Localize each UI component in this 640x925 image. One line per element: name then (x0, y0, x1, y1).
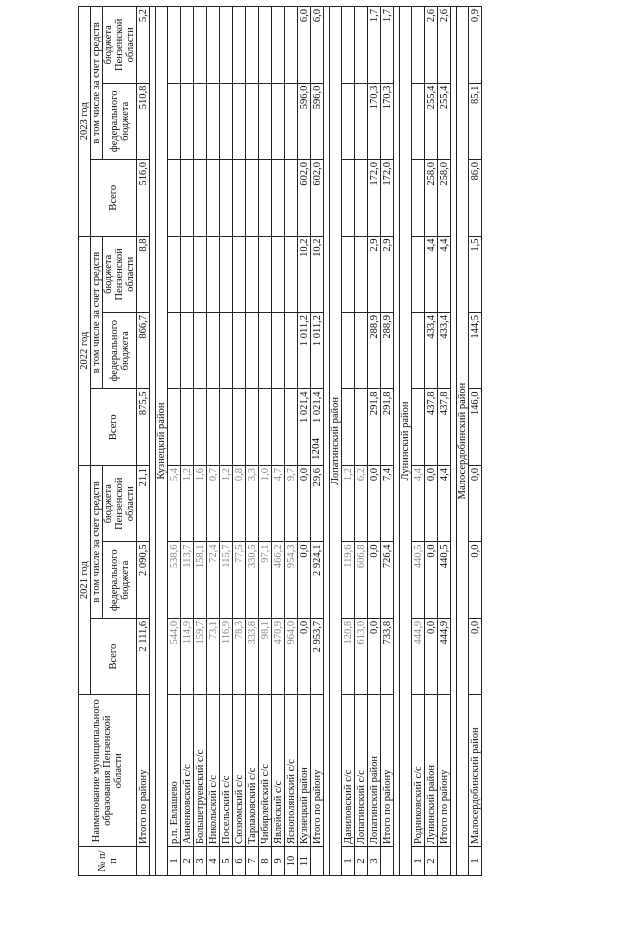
table-row (207, 7, 220, 876)
cell-i (412, 7, 425, 84)
cell-a: 333,8 (246, 618, 259, 694)
cell-c: 5,4 (168, 465, 181, 542)
row-name: Малосердобинский район (469, 695, 482, 847)
total-2022-header: Всего (91, 389, 137, 465)
year-2022-header: 2022 год (79, 236, 91, 465)
cell-g (259, 160, 272, 236)
cell-g: 516,0 (137, 160, 150, 236)
cell-d: 437,8 (425, 389, 438, 465)
cell-c: 4,4 (438, 465, 451, 542)
incl-2023-header: в том числе за счет средств (91, 7, 103, 160)
cell-i (355, 7, 368, 84)
cell-g: 258,0 (438, 160, 451, 236)
cell-g: 602,0 (298, 160, 311, 236)
cell-i (272, 7, 285, 84)
cell-g (342, 160, 355, 236)
cell-i: 1,7 (381, 7, 394, 84)
rotated-table-container (78, 6, 608, 876)
cell-c: 1,2 (181, 465, 194, 542)
cell-h: 170,3 (368, 83, 381, 159)
table-row (412, 7, 425, 876)
cell-i: 6,0 (298, 7, 311, 84)
cell-f (207, 236, 220, 313)
cell-b: 115,7 (220, 542, 233, 618)
federal-2023-header: федерального бюджета (103, 83, 137, 159)
cell-b: 440,5 (412, 542, 425, 618)
cell-e (194, 313, 207, 389)
cell-i: 0,9 (469, 7, 482, 84)
table-row (246, 7, 259, 876)
cell-a: 0,0 (368, 618, 381, 694)
cell-i: 2,6 (425, 7, 438, 84)
cell-b: 330,5 (246, 542, 259, 618)
cell-c: 1,2 (220, 465, 233, 542)
incl-2022-header: в том числе за счет средств (91, 236, 103, 389)
cell-d (194, 389, 207, 465)
cell-h (194, 83, 207, 159)
cell-c: 29,6 (311, 465, 324, 542)
cell-c: 9,7 (285, 465, 298, 542)
cell-i (342, 7, 355, 84)
table-row (181, 7, 194, 876)
cell-g (272, 160, 285, 236)
cell-b: 2 090,5 (137, 542, 150, 618)
cell-c: 1,2 (342, 465, 355, 542)
table-row (298, 7, 311, 876)
cell-g (207, 160, 220, 236)
cell-g (233, 160, 246, 236)
row-name: Итого по району (137, 695, 150, 847)
cell-f (259, 236, 272, 313)
cell-f: 2,9 (368, 236, 381, 313)
cell-d: 146,0 (469, 389, 482, 465)
row-name: Итого по району (438, 695, 451, 847)
cell-g: 258,0 (425, 160, 438, 236)
cell-d (207, 389, 220, 465)
table-body (137, 7, 482, 876)
cell-d (246, 389, 259, 465)
incl-2021-header: в том числе за счет средств (91, 465, 103, 618)
cell-g: 172,0 (368, 160, 381, 236)
row-name: Итого по району (381, 695, 394, 847)
row-number (311, 847, 324, 876)
cell-a: 0,0 (469, 618, 482, 694)
cell-f: 4,4 (438, 236, 451, 313)
cell-e: 288,9 (368, 313, 381, 389)
cell-g: 602,0 (311, 160, 324, 236)
cell-b: 97,1 (259, 542, 272, 618)
row-number: 6 (233, 847, 246, 876)
row-number: 3 (194, 847, 207, 876)
cell-b: 440,5 (438, 542, 451, 618)
cell-a: 78,3 (233, 618, 246, 694)
section-row (156, 7, 168, 876)
row-number: 2 (181, 847, 194, 876)
cell-d: 875,5 (137, 389, 150, 465)
cell-i (168, 7, 181, 84)
cell-a: 120,8 (342, 618, 355, 694)
cell-e (233, 313, 246, 389)
row-name: Лопатинский с/с (355, 695, 368, 847)
cell-e (207, 313, 220, 389)
cell-e (285, 313, 298, 389)
cell-c: 0,7 (207, 465, 220, 542)
row-number (381, 847, 394, 876)
cell-i (207, 7, 220, 84)
cell-g (246, 160, 259, 236)
cell-b: 0,0 (368, 542, 381, 618)
row-number: 3 (368, 847, 381, 876)
cell-h (168, 83, 181, 159)
cell-d (168, 389, 181, 465)
table-row (438, 7, 451, 876)
cell-h: 85,1 (469, 83, 482, 159)
table-row (233, 7, 246, 876)
cell-a: 2 953,7 (311, 618, 324, 694)
cell-a: 733,8 (381, 618, 394, 694)
cell-f: 1,5 (469, 236, 482, 313)
cell-i (220, 7, 233, 84)
cell-g (285, 160, 298, 236)
cell-h (285, 83, 298, 159)
cell-e (246, 313, 259, 389)
section-title: Малосердобинский район (457, 7, 469, 876)
cell-c: 0,8 (233, 465, 246, 542)
table-row (368, 7, 381, 876)
cell-d (233, 389, 246, 465)
cell-h: 596,0 (298, 83, 311, 159)
year-2023-header: 2023 год (79, 7, 91, 237)
cell-a: 98,1 (259, 618, 272, 694)
cell-d: 291,8 (368, 389, 381, 465)
row-name: Тарлаковский с/с (246, 695, 259, 847)
cell-f (412, 236, 425, 313)
row-name: Лунинский район (425, 695, 438, 847)
cell-d (412, 389, 425, 465)
row-number: 5 (220, 847, 233, 876)
cell-d (272, 389, 285, 465)
cell-c: 0,0 (469, 465, 482, 542)
row-number: 9 (272, 847, 285, 876)
section-row (400, 7, 412, 876)
cell-f: 8,8 (137, 236, 150, 313)
cell-f (194, 236, 207, 313)
cell-f (233, 236, 246, 313)
row-number: 10 (285, 847, 298, 876)
cell-i (259, 7, 272, 84)
cell-d (355, 389, 368, 465)
cell-i (285, 7, 298, 84)
cell-c: 3,3 (246, 465, 259, 542)
table-row (285, 7, 298, 876)
cell-h: 510,8 (137, 83, 150, 159)
cell-h (412, 83, 425, 159)
cell-e (342, 313, 355, 389)
row-number: 1 (342, 847, 355, 876)
cell-b: 158,1 (194, 542, 207, 618)
total-2021-header: Всего (91, 618, 137, 694)
cell-f (355, 236, 368, 313)
row-name: Лопатинский район (368, 695, 381, 847)
cell-g: 86,0 (469, 160, 482, 236)
row-number: 2 (355, 847, 368, 876)
cell-h (342, 83, 355, 159)
cell-a: 159,7 (194, 618, 207, 694)
cell-d (181, 389, 194, 465)
cell-a: 0,0 (425, 618, 438, 694)
cell-d (220, 389, 233, 465)
cell-e (220, 313, 233, 389)
cell-a: 114,9 (181, 618, 194, 694)
cell-c: 0,0 (425, 465, 438, 542)
cell-f (181, 236, 194, 313)
cell-h (207, 83, 220, 159)
cell-e (168, 313, 181, 389)
cell-g (412, 160, 425, 236)
page-number: 1204 (310, 438, 322, 460)
cell-e: 1 011,2 (311, 313, 324, 389)
cell-g (168, 160, 181, 236)
cell-b: 954,3 (285, 542, 298, 618)
section-title: Лопатинский район (330, 7, 342, 876)
cell-a: 470,9 (272, 618, 285, 694)
federal-2022-header: федерального бюджета (103, 313, 137, 389)
table-row (272, 7, 285, 876)
cell-d (259, 389, 272, 465)
cell-d: 437,8 (438, 389, 451, 465)
cell-i: 1,7 (368, 7, 381, 84)
row-number: 1 (469, 847, 482, 876)
cell-c: 4,7 (272, 465, 285, 542)
cell-c: 1,0 (259, 465, 272, 542)
row-number: 2 (425, 847, 438, 876)
cell-b: 119,6 (342, 542, 355, 618)
row-name: Яснополянский с/с (285, 695, 298, 847)
cell-c: 0,0 (368, 465, 381, 542)
year-2021-header: 2021 год (79, 465, 91, 694)
cell-f (285, 236, 298, 313)
section-title: Кузнецкий район (156, 7, 168, 876)
table-row (137, 7, 150, 876)
cell-f: 10,2 (311, 236, 324, 313)
cell-e (355, 313, 368, 389)
total-2023-header: Всего (91, 160, 137, 236)
row-number: 1 (168, 847, 181, 876)
cell-a: 73,1 (207, 618, 220, 694)
cell-b: 0,0 (425, 542, 438, 618)
row-name: Посельский с/с (220, 695, 233, 847)
row-number: 11 (298, 847, 311, 876)
cell-b: 2 924,1 (311, 542, 324, 618)
cell-h: 170,3 (381, 83, 394, 159)
cell-g: 172,0 (381, 160, 394, 236)
cell-a: 613,0 (355, 618, 368, 694)
cell-i (181, 7, 194, 84)
row-number (438, 847, 451, 876)
cell-b: 538,6 (168, 542, 181, 618)
row-number (137, 847, 150, 876)
table-row (259, 7, 272, 876)
row-name: Родниковский с/с (412, 695, 425, 847)
cell-d (342, 389, 355, 465)
regional-2021-header: бюджета Пензенской области (103, 465, 137, 542)
row-number: 4 (207, 847, 220, 876)
cell-a: 444,9 (412, 618, 425, 694)
cell-g (220, 160, 233, 236)
row-number: 1 (412, 847, 425, 876)
row-name: Кузнецкий район (298, 695, 311, 847)
cell-e (412, 313, 425, 389)
row-number: 7 (246, 847, 259, 876)
cell-i (194, 7, 207, 84)
cell-h (181, 83, 194, 159)
cell-c: 0,0 (298, 465, 311, 542)
cell-a: 116,9 (220, 618, 233, 694)
col-name-header: Наименование муниципального образования Пензенской области (79, 695, 137, 847)
cell-h (220, 83, 233, 159)
cell-c: 1,6 (194, 465, 207, 542)
cell-c: 4,4 (412, 465, 425, 542)
cell-c: 6,2 (355, 465, 368, 542)
cell-a: 2 111,6 (137, 618, 150, 694)
cell-f (246, 236, 259, 313)
row-name: р.п. Евлашево (168, 695, 181, 847)
cell-e: 866,7 (137, 313, 150, 389)
col-no-header: № п/п (79, 847, 137, 876)
row-number: 8 (259, 847, 272, 876)
cell-f (272, 236, 285, 313)
cell-i: 6,0 (311, 7, 324, 84)
cell-e: 144,5 (469, 313, 482, 389)
table-row (220, 7, 233, 876)
row-name: Даниловский с/с (342, 695, 355, 847)
row-name: Анненковский с/с (181, 695, 194, 847)
cell-i (246, 7, 259, 84)
cell-e: 433,4 (425, 313, 438, 389)
cell-d: 1 021,4 (298, 389, 311, 465)
row-name: Большетруевский с/с (194, 695, 207, 847)
regional-2022-header: бюджета Пензенской области (103, 236, 137, 313)
regional-2023-header: бюджета Пензенской области (103, 7, 137, 84)
cell-b: 606,8 (355, 542, 368, 618)
cell-a: 964,0 (285, 618, 298, 694)
cell-f: 4,4 (425, 236, 438, 313)
row-name: Итого по району (311, 695, 324, 847)
section-row (457, 7, 469, 876)
row-name: Чибирлейский с/с (259, 695, 272, 847)
cell-d (285, 389, 298, 465)
cell-b: 726,4 (381, 542, 394, 618)
table-row (381, 7, 394, 876)
cell-f: 10,2 (298, 236, 311, 313)
section-title: Лунинский район (400, 7, 412, 876)
cell-e (272, 313, 285, 389)
cell-f: 2,9 (381, 236, 394, 313)
table-row (469, 7, 482, 876)
cell-i: 5,2 (137, 7, 150, 84)
cell-a: 0,0 (298, 618, 311, 694)
cell-a: 544,0 (168, 618, 181, 694)
cell-c: 21,1 (137, 465, 150, 542)
table-row (342, 7, 355, 876)
federal-2021-header: федерального бюджета (103, 542, 137, 618)
cell-b: 77,5 (233, 542, 246, 618)
table-row (425, 7, 438, 876)
cell-h (259, 83, 272, 159)
cell-b: 113,7 (181, 542, 194, 618)
cell-g (194, 160, 207, 236)
row-name: Никольский с/с (207, 695, 220, 847)
cell-e (259, 313, 272, 389)
table-row (311, 7, 324, 876)
cell-b: 0,0 (469, 542, 482, 618)
cell-h (272, 83, 285, 159)
section-row (330, 7, 342, 876)
cell-f (168, 236, 181, 313)
row-name: Сюзюмский с/с (233, 695, 246, 847)
cell-h: 255,4 (438, 83, 451, 159)
table-row (355, 7, 368, 876)
cell-f (342, 236, 355, 313)
cell-h (246, 83, 259, 159)
cell-f (220, 236, 233, 313)
cell-g (355, 160, 368, 236)
cell-i (233, 7, 246, 84)
table-row (168, 7, 181, 876)
cell-a: 444,9 (438, 618, 451, 694)
cell-i: 2,6 (438, 7, 451, 84)
cell-e (181, 313, 194, 389)
cell-e: 288,9 (381, 313, 394, 389)
row-name: Явлейский с/с (272, 695, 285, 847)
cell-h: 255,4 (425, 83, 438, 159)
cell-d: 291,8 (381, 389, 394, 465)
cell-c: 7,4 (381, 465, 394, 542)
cell-b: 0,0 (298, 542, 311, 618)
budget-table (78, 6, 482, 876)
cell-e: 433,4 (438, 313, 451, 389)
table-row (194, 7, 207, 876)
cell-h (233, 83, 246, 159)
cell-e: 1 011,2 (298, 313, 311, 389)
cell-g (181, 160, 194, 236)
cell-h (355, 83, 368, 159)
cell-b: 466,2 (272, 542, 285, 618)
cell-h: 596,0 (311, 83, 324, 159)
cell-d: 1 021,4 (311, 389, 324, 465)
cell-b: 72,4 (207, 542, 220, 618)
